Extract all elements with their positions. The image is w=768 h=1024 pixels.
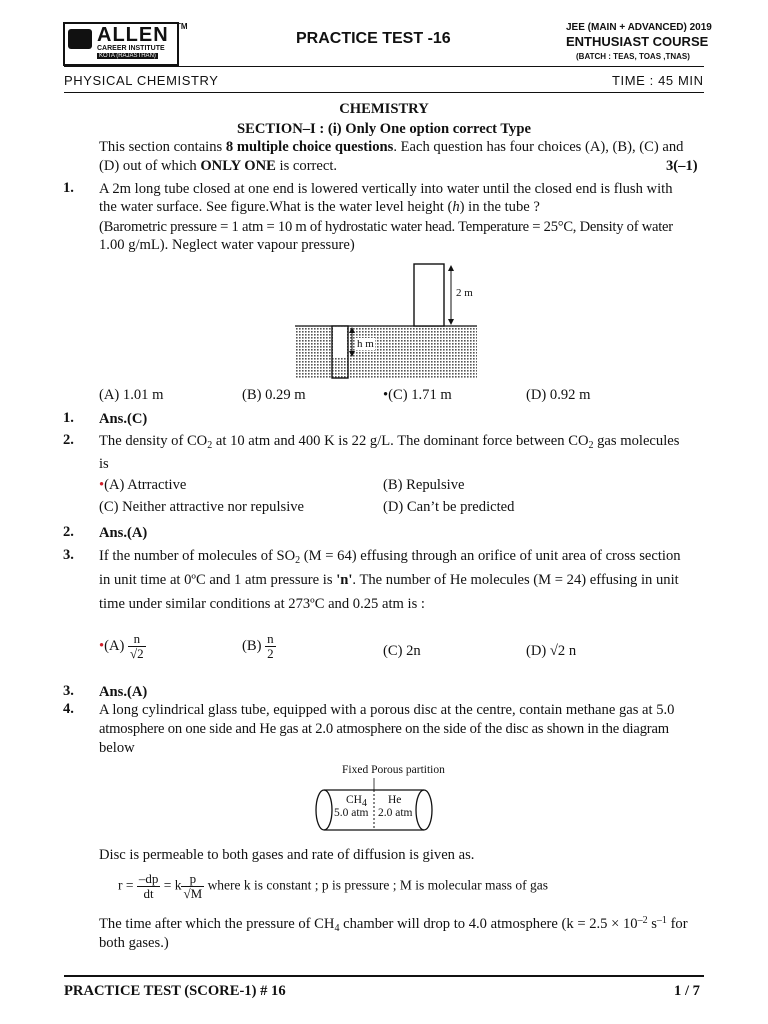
course-line1: JEE (MAIN + ADVANCED) 2019	[566, 22, 712, 33]
q2-line1	[99, 432, 679, 450]
q3-option-c: (C) 2n	[383, 643, 421, 659]
q3-option-a-fraction	[128, 632, 146, 661]
eq-num2: p	[181, 872, 204, 887]
q2-option-d: (D) Can’t be predicted	[383, 499, 515, 515]
q4-line1: A long cylindrical glass tube, equipped with a porous disc at the centre, contain methane gas at 5.0	[99, 702, 675, 718]
q1-fig-hm-label: h m	[357, 338, 374, 350]
correct-marker-icon: •	[99, 637, 105, 654]
q2-l1a: The density of CO	[99, 433, 208, 449]
q2-option-a	[99, 476, 186, 494]
subject-label: PHYSICAL CHEMISTRY	[64, 73, 219, 88]
section-intro-2	[99, 157, 337, 175]
q2-answer-number: 2.	[63, 524, 74, 540]
course-line3: (BATCH : TEAS, TOAS ,TNAS)	[576, 52, 690, 61]
q1-line2-a: the water surface. See figure.What is the water level height (	[99, 199, 453, 215]
footer-rule	[64, 975, 704, 977]
q3-l1b: 2	[295, 555, 301, 566]
fig-ch4-text: CH	[346, 794, 362, 806]
eq-eq: = k	[163, 877, 182, 893]
time-label: TIME : 45 MIN	[612, 73, 704, 88]
q2-l1b: 2	[207, 440, 213, 451]
q1-line3: (Barometric pressure = 1 atm = 10 m of hydrostatic water head. Temperature = 25°C, Density of water	[99, 219, 673, 235]
q4-line5	[99, 915, 688, 933]
q3-line2	[99, 571, 679, 589]
q4-equation	[118, 872, 548, 901]
q4-fig-ch4	[346, 794, 367, 809]
q4-line3: below	[99, 740, 135, 756]
cylinder-right-end	[416, 790, 432, 830]
q3-option-b-fraction	[265, 632, 276, 661]
q3-b-den: 2	[267, 646, 274, 661]
section-intro-1	[99, 138, 683, 156]
q3-option-a-label: (A)	[104, 637, 125, 654]
intro-b: 8 multiple choice questions	[225, 139, 394, 155]
footer-left: PRACTICE TEST (SCORE-1) # 16	[64, 983, 286, 999]
q3-answer-number: 3.	[63, 683, 74, 699]
q3-option-d	[526, 642, 576, 660]
intro-e: ONLY ONE	[200, 158, 276, 174]
header-rule-bottom	[64, 92, 704, 93]
q4-l5b: 4	[334, 923, 340, 934]
q1-tube-figure	[290, 262, 490, 380]
q3-line1	[99, 547, 681, 565]
q3-option-d-label: (D)	[526, 643, 547, 659]
q3-number: 3.	[63, 547, 74, 563]
q1-option-c	[383, 386, 452, 404]
eq-desc: where k is constant ; p is pressure ; M is molecular mass of gas	[207, 877, 548, 893]
q4-number: 4.	[63, 701, 74, 717]
q3-answer: Ans.(A)	[99, 684, 148, 700]
q2-option-b: (B) Repulsive	[383, 477, 465, 493]
q4-line4: Disc is permeable to both gases and rate of diffusion is given as.	[99, 847, 475, 863]
q1-line1: A 2m long tube closed at one end is lowered vertically into water until the closed end is flush with	[99, 181, 673, 197]
q1-answer: Ans.(C)	[99, 411, 148, 427]
2m-arrow-head-top	[448, 265, 454, 271]
q1-fig-2m-label: 2 m	[456, 287, 473, 299]
intro-f: is correct.	[275, 158, 338, 174]
q4-fig-he: He	[388, 794, 402, 806]
q4-fig-label: Fixed Porous partition	[342, 764, 445, 776]
footer-page-number: 1 / 7	[674, 983, 700, 999]
page-title: PRACTICE TEST -16	[296, 30, 451, 47]
q2-number: 2.	[63, 432, 74, 448]
q2-answer: Ans.(A)	[99, 525, 148, 541]
q3-a-den: √2	[130, 646, 144, 661]
q3-option-a	[99, 632, 146, 661]
q3-b-num: n	[267, 631, 274, 646]
q3-line3: time under similar conditions at 273ºC and 0.25 atm is :	[99, 596, 425, 612]
q2-line2: is	[99, 456, 109, 472]
q4-l5e: s	[647, 916, 657, 932]
logo-sub2: KOTA (RAJASTHAN)	[99, 53, 156, 59]
eq-r: r =	[118, 877, 134, 893]
q3-a-num: n	[128, 632, 146, 647]
allen-logo	[63, 22, 179, 66]
2m-arrow-head-bottom	[448, 319, 454, 325]
intro-a: This section contains	[99, 139, 226, 155]
q1-line2-h: h	[452, 199, 460, 215]
eq-den2: √M	[183, 886, 203, 901]
q1-answer-number: 1.	[63, 410, 74, 426]
eq-fraction-1	[137, 872, 161, 901]
q3-l2a: in unit time at 0ºC and 1 atm pressure is	[99, 572, 337, 588]
q2-l1e: gas molecules	[593, 433, 680, 449]
q4-l5a: The time after which the pressure of CH	[99, 916, 335, 932]
section-title: CHEMISTRY	[339, 101, 429, 117]
q3-l1a: If the number of molecules of SO	[99, 548, 296, 564]
q1-option-c-text: (C) 1.71 m	[388, 387, 452, 403]
correct-marker-icon: •	[99, 477, 105, 493]
q1-line2-end: ) in the tube ?	[459, 199, 540, 215]
logo-tm: TM	[176, 22, 188, 31]
q2-l1c: at 10 atm and 400 K is 22 g/L. The dominant force between CO	[212, 433, 589, 449]
q1-number: 1.	[63, 180, 74, 196]
upper-tube	[414, 264, 444, 326]
section-subtitle: SECTION–I : (i) Only One option correct Type	[237, 121, 531, 137]
eq-fraction-2	[181, 872, 204, 901]
q1-option-b: (B) 0.29 m	[242, 387, 306, 403]
q3-l2b: 'n'	[336, 572, 353, 588]
q3-option-b-label: (B)	[242, 637, 262, 654]
q4-l5g: for	[666, 916, 688, 932]
q2-option-a-text: (A) Atrractive	[104, 477, 187, 493]
cylinder-left-end	[316, 790, 332, 830]
q4-l5d: –2	[637, 915, 648, 926]
fig-ch4-sub: 4	[361, 798, 367, 809]
q3-option-b	[242, 632, 276, 661]
header-rule-top	[64, 66, 704, 67]
q4-l5f: –1	[656, 915, 667, 926]
water-body	[295, 326, 477, 378]
intro-c: . Each question has four choices (A), (B), (C) and	[393, 139, 684, 155]
q1-line4: 1.00 g/mL). Neglect water vapour pressure)	[99, 237, 355, 253]
q4-fig-p2: 2.0 atm	[378, 807, 413, 819]
q4-l5c: chamber will drop to 4.0 atmosphere (k = 2.5 × 10	[339, 916, 638, 932]
trapped-air	[333, 327, 347, 357]
logo-text: ALLEN	[97, 24, 169, 46]
logo-sub1: CAREER INSTITUTE	[97, 45, 165, 52]
course-line2: ENTHUSIAST COURSE	[566, 34, 709, 49]
q4-line6: both gases.)	[99, 935, 169, 951]
intro-d: (D) out of which	[99, 158, 201, 174]
q4-line2: atmosphere on one side and He gas at 2.0 atmosphere on the side of the disc as shown in the diagram	[99, 721, 669, 737]
q4-fig-p1: 5.0 atm	[334, 807, 369, 819]
section-marks: 3(–1)	[666, 158, 698, 174]
q2-l1d: 2	[588, 440, 594, 451]
q4-cylinder-figure	[312, 778, 438, 842]
q3-l1c: (M = 64) effusing through an orifice of unit area of cross section	[300, 548, 681, 564]
q2-option-c: (C) Neither attractive nor repulsive	[99, 499, 305, 515]
eq-num1: –dp	[138, 871, 159, 886]
q1-line2	[99, 198, 540, 216]
eq-den1: dt	[143, 886, 154, 901]
q3-option-d-value: √2 n	[549, 643, 577, 659]
correct-marker-icon: •	[383, 387, 389, 403]
logo-emblem-icon	[68, 29, 92, 49]
q3-l2c: . The number of He molecules (M = 24) effusing in unit	[352, 572, 679, 588]
q1-option-d: (D) 0.92 m	[526, 387, 591, 403]
q1-option-a: (A) 1.01 m	[99, 387, 164, 403]
